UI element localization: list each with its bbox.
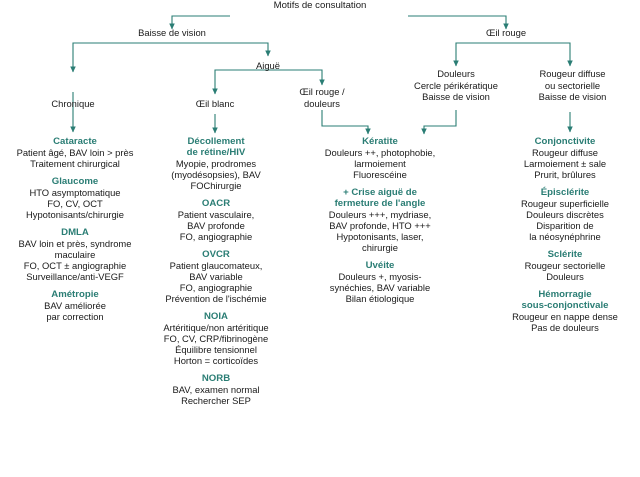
root-label: Motifs de consultation: [273, 0, 367, 11]
entry-line: Prévention de l'ischémie: [165, 293, 267, 304]
entry-heading: OACR: [201, 198, 231, 209]
node-rougeur-diffuse: [515, 68, 630, 103]
node-root: [245, 0, 395, 12]
entry-line: FO, CV, CRP/fibrinogène: [163, 333, 269, 344]
entry-line: synéchies, BAV variable: [329, 282, 431, 293]
entry-block: [146, 373, 286, 406]
entry-block: [490, 187, 640, 242]
node-label-line: Rougeur diffuse: [539, 68, 606, 79]
entry-line: Fluorescéine: [353, 169, 407, 180]
entry-line: Rougeur sectorielle: [524, 260, 606, 271]
node-oeil-rouge-douleurs: [277, 86, 367, 109]
entry-heading: Kératite: [362, 136, 398, 147]
node-label: Chronique: [51, 98, 95, 109]
entry-line: Douleurs +, myosis-: [338, 271, 422, 282]
node-baisse-de-vision: [112, 27, 232, 39]
entry-heading: Décollement: [187, 136, 245, 147]
entry-line: Bilan étiologique: [345, 293, 415, 304]
entry-heading: Hémorragie: [538, 289, 592, 300]
entry-heading: Uvéite: [365, 260, 395, 271]
entry-line: FO, angiographie: [179, 231, 253, 242]
entry-line: Équilibre tensionnel: [175, 344, 257, 355]
node-oeil-rouge: [456, 27, 556, 39]
entry-heading: Sclérite: [547, 249, 583, 260]
entry-heading: Cataracte: [53, 136, 97, 147]
entry-line: par correction: [46, 311, 104, 322]
entry-heading: OVCR: [202, 249, 230, 260]
entry-line: Horton = corticoïdes: [173, 355, 259, 366]
node-label-line: douleurs: [304, 97, 340, 109]
entry-line: Larmoiement ± sale: [523, 158, 607, 169]
entry-block: [146, 198, 286, 242]
entry-line: Traitement chirurgical: [30, 158, 120, 169]
node-aigue: [228, 60, 308, 72]
entry-block: [300, 187, 460, 253]
entry-line: Myopie, prodromes: [175, 158, 257, 169]
entry-heading: sous-conjonctivale: [521, 300, 609, 311]
node-label-line: Douleurs: [437, 68, 475, 79]
node-label: Aiguë: [256, 60, 280, 71]
entry-line: Surveillance/anti-VEGF: [26, 271, 124, 282]
entry-line: BAV profonde: [187, 220, 245, 231]
node-douleurs: [396, 68, 516, 103]
entry-line: Patient âgé, BAV loin > près: [16, 147, 134, 158]
node-label-line: ou sectorielle: [544, 79, 601, 91]
column-oeil-rouge-diffus: [490, 136, 640, 340]
entry-line: FO, CV, OCT: [47, 198, 103, 209]
entry-heading: + Crise aiguë de: [343, 187, 417, 198]
column-oeil-blanc: [146, 136, 286, 413]
entry-heading: DMLA: [61, 227, 89, 238]
node-oeil-blanc: [165, 98, 265, 110]
entry-block: [0, 289, 150, 322]
entry-block: [0, 227, 150, 282]
entry-line: Rougeur en nappe dense: [512, 311, 618, 322]
entry-line: FO, angiographie: [179, 282, 253, 293]
entry-block: [490, 289, 640, 333]
entry-line: Patient glaucomateux,: [169, 260, 263, 271]
entry-line: BAV loin et près, syndrome: [18, 238, 132, 249]
node-label: Œil rouge: [485, 27, 527, 38]
entry-block: [0, 176, 150, 220]
entry-block: [300, 136, 460, 180]
entry-block: [146, 249, 286, 304]
entry-line: (myodésopsies), BAV: [171, 169, 261, 180]
entry-heading: fermeture de l'angle: [334, 198, 426, 209]
column-chronique: [0, 136, 150, 329]
entry-heading: de rétine/HIV: [186, 147, 246, 158]
node-label: Œil blanc: [195, 98, 235, 109]
entry-line: Pas de douleurs: [531, 322, 599, 333]
node-label: Baisse de vision: [138, 27, 206, 38]
entry-line: BAV, examen normal: [172, 384, 260, 395]
entry-line: HTO asymptomatique: [29, 187, 121, 198]
node-label-line: Œil rouge /: [299, 86, 345, 97]
entry-line: Hypotonisants/chirurgie: [26, 209, 124, 220]
node-chronique: [23, 98, 123, 110]
entry-block: [300, 260, 460, 304]
entry-line: FOChirurgie: [190, 180, 242, 191]
entry-line: Rechercher SEP: [181, 395, 251, 406]
entry-line: Prurit, brûlures: [534, 169, 596, 180]
node-label-line: Cercle périkératique: [414, 79, 498, 91]
entry-heading: Glaucome: [51, 176, 99, 187]
node-label-line: Baisse de vision: [422, 91, 490, 102]
entry-line: BAV profonde, HTO +++: [329, 220, 431, 231]
entry-heading: Épisclérite: [540, 187, 590, 198]
entry-line: Disparition de: [536, 220, 594, 231]
entry-line: chirurgie: [362, 242, 398, 253]
entry-heading: Amétropie: [51, 289, 99, 300]
entry-line: Patient vasculaire,: [177, 209, 255, 220]
entry-block: [0, 136, 150, 169]
entry-line: Rougeur superficielle: [520, 198, 610, 209]
entry-heading: NORB: [201, 373, 231, 384]
entry-line: BAV améliorée: [44, 300, 106, 311]
entry-heading: Conjonctivite: [534, 136, 596, 147]
entry-line: BAV variable: [189, 271, 243, 282]
entry-line: Douleurs discrètes: [526, 209, 604, 220]
entry-line: FO, OCT ± angiographie: [23, 260, 127, 271]
entry-line: larmoiement: [354, 158, 406, 169]
entry-line: Douleurs +++, mydriase,: [328, 209, 432, 220]
entry-block: [146, 136, 286, 191]
entry-line: la néosynéphrine: [529, 231, 601, 242]
entry-heading: NOIA: [204, 311, 228, 322]
node-label-line: Baisse de vision: [538, 91, 607, 102]
entry-line: maculaire: [54, 249, 96, 260]
entry-line: Rougeur diffuse: [531, 147, 599, 158]
entry-block: [490, 136, 640, 180]
entry-line: Artéritique/non artéritique: [163, 322, 269, 333]
entry-block: [146, 311, 286, 366]
entry-block: [490, 249, 640, 282]
entry-line: Douleurs: [546, 271, 584, 282]
column-keratite: [300, 136, 460, 311]
entry-line: Hypotonisants, laser,: [336, 231, 424, 242]
entry-line: Douleurs ++, photophobie,: [324, 147, 436, 158]
